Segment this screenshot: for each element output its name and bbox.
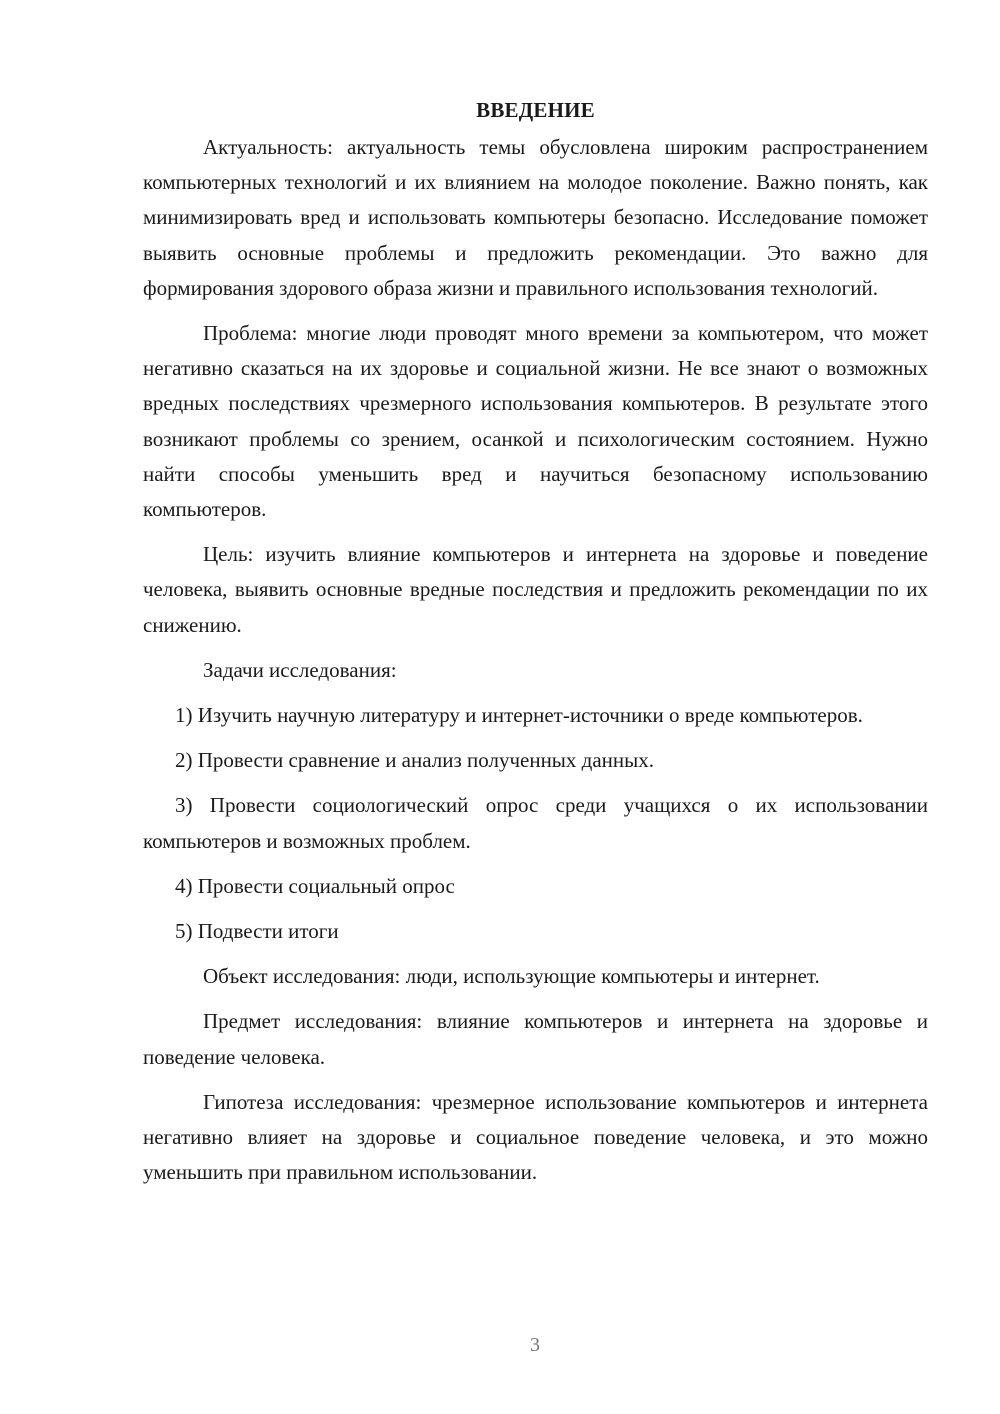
paragraph-hypothesis: Гипотеза исследования: чрезмерное использование компьютеров и интернета негативно влияет на здоровье и социальное поведение человека, и это можно уменьшить при правильном использовании.	[143, 1089, 928, 1185]
document-page	[143, 95, 928, 1190]
task-item-2: 2) Провести сравнение и анализ полученных данных.	[175, 748, 655, 773]
paragraph-relevance: Актуальность: актуальность темы обусловлена широким распространением компьютерных технологий и их влиянием на молодое поколение. Важно понять, как минимизировать вред и использовать компьютеры безопасно. Исследование поможет выявить основные проблемы и предложить рекомендации. Это важно для формирования здорового образа жизни и правильного использования технологий.	[143, 135, 928, 300]
task-item-4: 4) Провести социальный опрос	[175, 873, 455, 898]
task-item-3: 3) Провести социологический опрос среди учащихся о их использовании компьютеров и возможных проблем.	[143, 793, 928, 853]
task-item-1: 1) Изучить научную литературу и интернет-источники о вреде компьютеров.	[175, 703, 863, 728]
paragraph-object: Объект исследования: люди, использующие компьютеры и интернет.	[203, 964, 820, 989]
paragraph-goal: Цель: изучить влияние компьютеров и интернета на здоровье и поведение человека, выявить основные вредные последствия и предложить рекомендации по их снижению.	[143, 542, 928, 637]
page-number: 3	[530, 1334, 540, 1356]
paragraph-problem: Проблема: многие люди проводят много времени за компьютером, что может негативно сказаться на их здоровье и социальной жизни. Не все знают о возможных вредных последствиях чрезмерного использования компьютеров. В результате этого возникают проблемы со зрением, осанкой и психологическим состоянием. Нужно найти способы уменьшить вред и научиться безопасному использованию компьютеров.	[143, 321, 928, 522]
section-title: ВВЕДЕНИЕ	[476, 98, 595, 122]
paragraph-tasks-heading: Задачи исследования:	[203, 657, 397, 682]
paragraph-subject: Предмет исследования: влияние компьютеров и интернета на здоровье и поведение человека.	[143, 1009, 928, 1069]
task-item-5: 5) Подвести итоги	[175, 919, 339, 944]
